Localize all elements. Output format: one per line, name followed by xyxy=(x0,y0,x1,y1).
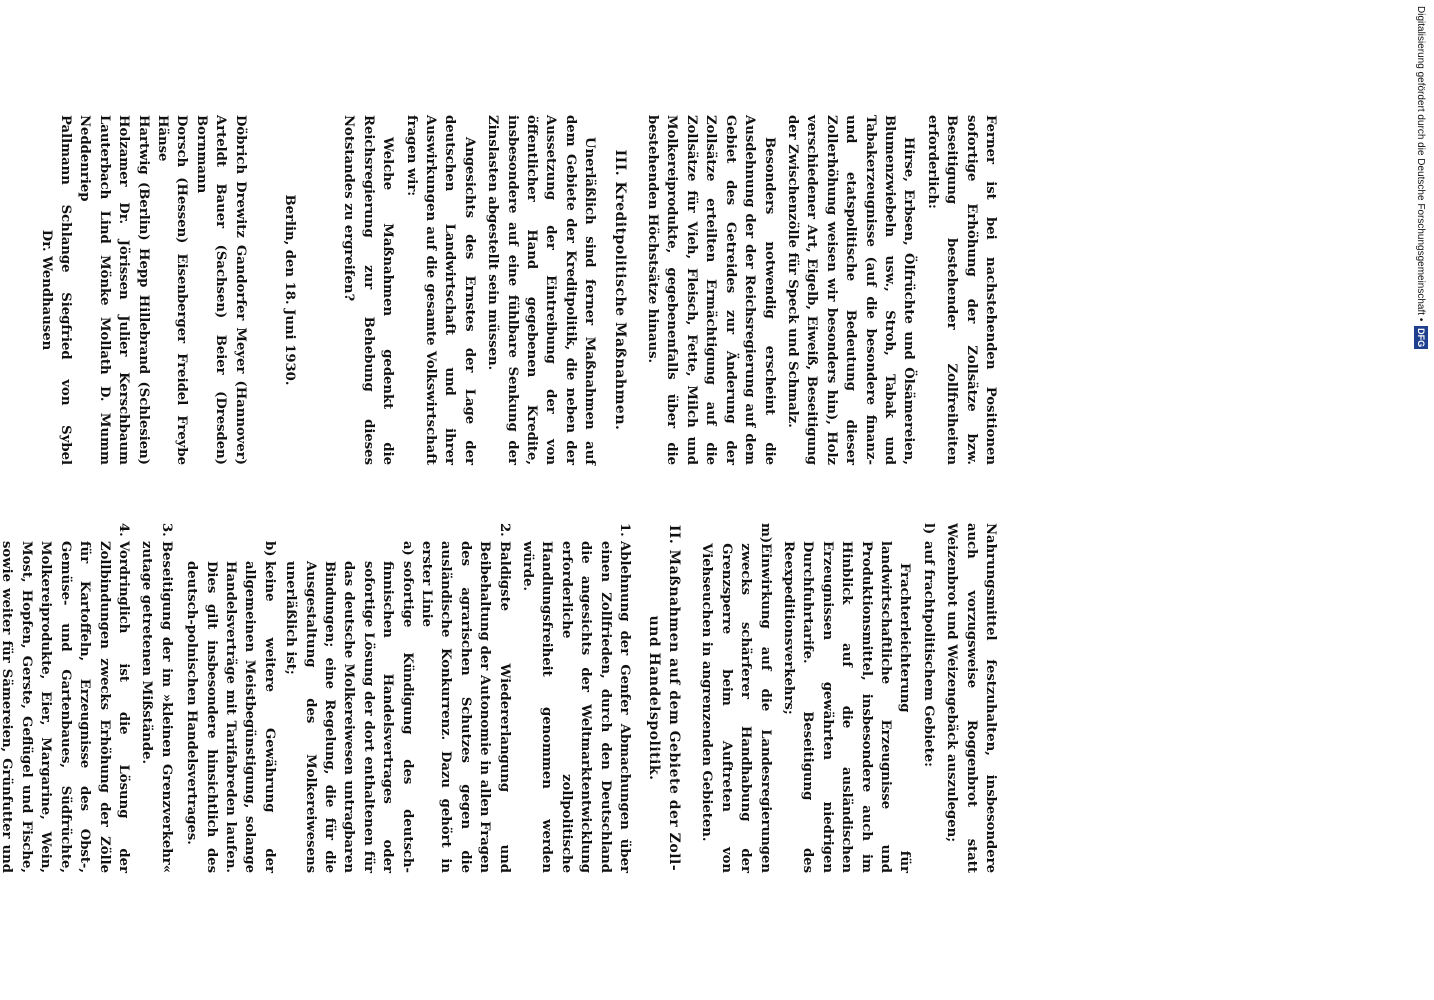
dfg-watermark xyxy=(1414,6,1428,392)
item-label: 2. xyxy=(496,523,512,537)
item-text: Vordringlich ist die Lösung der Zollbindungen zwecks Erhöhung der Zölle für Kartoffeln, Erzeugnisse des Obst-, Gemüse- und Gartenbaues, Südfrüchte, Molkereiprodukte, Eier, Margarine, Wein, Most, Hopfen, Gerste, Geflügel und Fische, sowie weiter für Sämereien, Grünfutter und xyxy=(0,541,131,873)
watermark-text: Digitalisierung gefördert durch die Deutsche Forschungsgemeinschaft • xyxy=(1415,6,1426,322)
sub-item-a xyxy=(281,541,417,873)
paragraph-goods: Hirse, Erbsen, Ölfrüchte und Ölsämereien, Blumenzwiebeln usw., Stroh, Tabak und Tabakerzeugnisse (auf die besondere finanz- und etatspolitische Bedeutung dieser Zollerhöhung weisen wir besonders hin), Holz verschiedener Art, Eigelb, Eiweiß, Beseitigung der Zwischenzölle für Speck und Schmalz. xyxy=(784,115,917,465)
list-item-m xyxy=(697,523,775,873)
sub-item-b xyxy=(182,541,279,873)
item-label: m) xyxy=(757,523,773,544)
signature-line: Holzamer Dr. Jörissen Julier Kerschbaum Lauterbach Lind Mönke Mollath D. Mumm Neddenriep xyxy=(77,115,132,465)
left-column xyxy=(0,523,1000,873)
paragraph-freight: Frachterleichterung für landwirtschaftliche Erzeugnisse und Produktionsmittel, insbesondere auch im Hinblick auf die ausländischen Erzeugnissen gewährten niedrigen Durchfuhrtarife. Beseitigung des Reexpeditionsverkehrs; xyxy=(780,541,913,873)
item-text: Ablehnung der Genfer Abmachungen über einen Zollfrieden, durch den Deutschland die angesichts der Weltmarktentwicklung erforderliche zollpolitische Handlungsfreiheit genommen werden würde. xyxy=(520,541,633,873)
item-text: auf frachtpolitischem Gebiete: xyxy=(920,541,936,768)
signature-line: Dr. Wendhausen xyxy=(38,229,54,351)
signature-line: Dorsch (Hessen) Eisenberger Freidel Freybe Hänse xyxy=(154,115,190,465)
signature-line: Arteldt Bauer (Sachsen) Beier (Dresden) Bornmann xyxy=(193,115,229,465)
paragraph-credit: Unerläßlich sind ferner Maßnahmen auf dem Gebiete der Kreditpolitik, die neben der Aussetzung der Eintreibung der von öffentlicher Hand gegebenen Kredite, insbesondere auf eine fühlbare Senkung der Zinslasten abgestellt sein müssen. xyxy=(485,115,598,465)
list-item-2 xyxy=(180,523,514,873)
item-label: l) xyxy=(920,523,936,535)
item-text xyxy=(180,541,514,873)
sub-text: keine weitere Gewährung der allgemeinen Meistbegünstigung, solange Handelsverträge mit Tarifabreden laufen. Dies gilt insbesondere hinsichtlich des deutsch-polnischen Handelsvertrages. xyxy=(184,561,277,873)
list-item-l xyxy=(918,523,937,873)
dfg-logo: DFG xyxy=(1416,328,1426,348)
signatures xyxy=(36,115,249,465)
paragraph-question: Welche Maßnahmen gedenkt die Reichsregierung zur Behebung dieses Notstandes zu ergreifen? xyxy=(341,115,396,465)
signature-line: Hartwig (Berlin) Hepp Hillebrand (Schlesien) xyxy=(135,115,151,465)
paragraph-continuation: Nahrungsmittel festzuhalten, insbesondere auch vorzugsweise Roggenbrot statt Weizenbrot und Weizengebäck auszulegen; xyxy=(944,523,998,873)
item-label: 4. xyxy=(115,523,131,537)
signature-line: Döbrich Drewitz Gandorfer Meyer (Hannover) xyxy=(232,115,248,465)
sub-label: a) xyxy=(399,541,415,556)
list-item-3 xyxy=(137,523,176,873)
paragraph-question-intro: Angesichts des Ernstes der Lage der deutschen Landwirtschaft und ihrer Auswirkungen auf die gesamte Volkswirtschaft fragen wir: xyxy=(403,115,477,465)
item-label: 3. xyxy=(158,523,174,537)
item-2-intro: Baldigste Wiedererlangung und Beibehaltung der Autonomie in allen Fragen des agrarischen Schutzes gegen die ausländische Konkurrenz. Dazu gehört in erster Linie xyxy=(419,541,512,873)
sub-text: sofortige Kündigung des deutsch-finnischen Handelsvertrages oder sofortige Lösung der dort enthaltenen für das deutsche Molkereiwesen untragbaren Bindungen; eine Regelung, die für die Ausgestaltung des Molkereiwesens unerläßlich ist; xyxy=(283,561,415,873)
item-text: Beseitigung der im »kleinen Grenzverkehr« zutage getretenen Mißstände. xyxy=(139,541,174,873)
paragraph-extension: Besonders notwendig erscheint die Ausdehnung der der Reichsregierung auf dem Gebiet des Getreides zur Änderung der Zollsätze erteilten Ermächtigung auf die Zollsätze für Vieh, Fleisch, Fette, Milch und Molkereiprodukte, gegebenenfalls über die bestehenden Höchstsätze hinaus. xyxy=(645,115,777,465)
list-item-1 xyxy=(518,523,634,873)
paragraph-tariffs: Ferner ist bei nachstehenden Positionen sofortige Erhöhung der Zollsätze bzw. Beseitigung bestehender Zollfreiheiten erforderlich: xyxy=(924,115,998,465)
date-line: Berlin, den 18. Juni 1930. xyxy=(282,194,297,386)
list-item-4 xyxy=(0,523,133,873)
signature-line: Pallmann Schlange Siegfried von Sybel xyxy=(57,115,73,465)
section-heading-2: II. Maßnahmen auf dem Gebiete der Zoll- und Handelspolitik. xyxy=(646,524,682,872)
item-text: Einwirkung auf die Landesregierungen zwecks schärferer Handhabung der Grenzsperre beim Auftreten von Viehseuchen in angrenzenden Gebieten. xyxy=(699,543,773,873)
section-heading-3: III. Kreditpolitische Maßnahmen. xyxy=(611,149,628,431)
sub-label: b) xyxy=(261,541,277,557)
item-label: 1. xyxy=(617,523,633,537)
right-column xyxy=(36,115,1000,465)
